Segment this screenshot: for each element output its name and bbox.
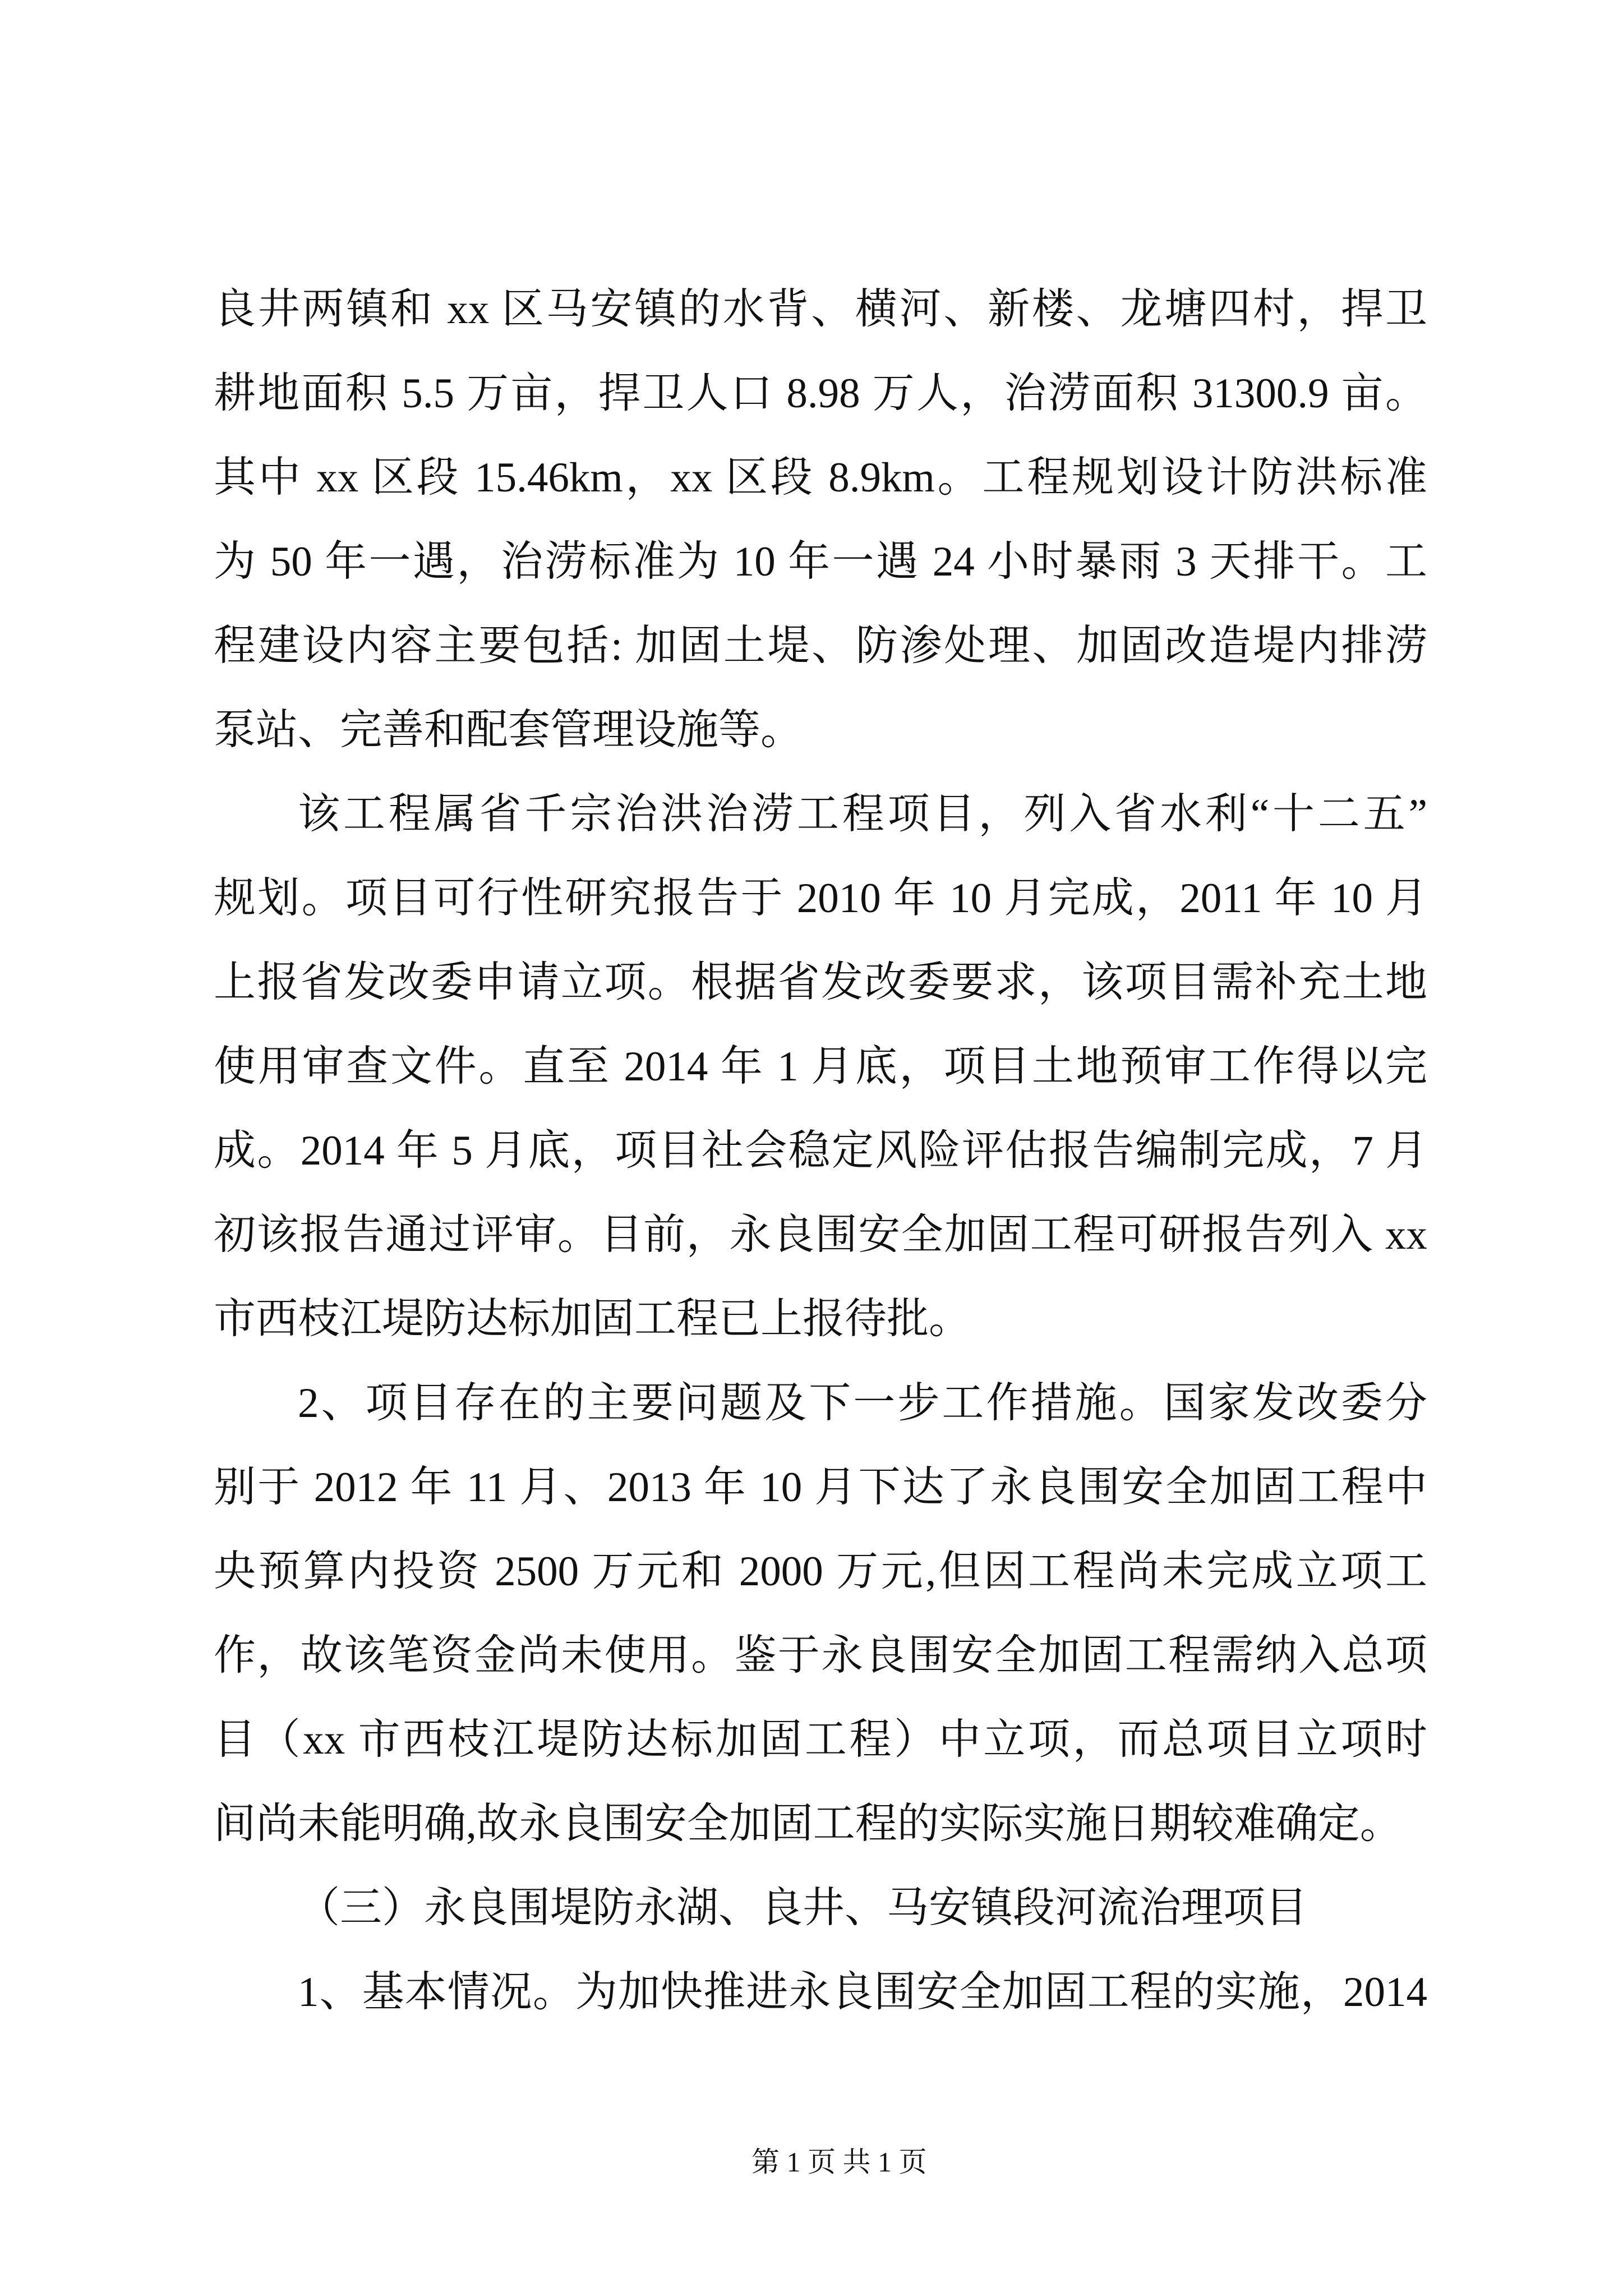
text-line: 使用审查文件。直至 2014 年 1 月底，项目土地预审工作得以完: [214, 1043, 1427, 1090]
page-footer: 第 1 页 共 1 页: [751, 2146, 927, 2178]
paragraph: [214, 1361, 1427, 1866]
text-line: 别于 2012 年 11 月、2013 年 10 月下达了永良围安全加固工程中: [214, 1464, 1427, 1511]
text-line: 间尚未能明确,故永良围安全加固工程的实际实施日期较难确定。: [214, 1801, 1402, 1847]
section-heading: （三）永良围堤防永湖、良井、马安镇段河流治理项目: [298, 1885, 1308, 1931]
text-line: 市西枝江堤防达标加固工程已上报待批。: [214, 1296, 971, 1342]
text-line: 该工程属省千宗治洪治涝工程项目，列入省水利“十二五”: [298, 791, 1427, 838]
text-line: 央预算内投资 2500 万元和 2000 万元,但因工程尚未完成立项工: [214, 1548, 1427, 1595]
text-line: 初该报告通过评审。目前，永良围安全加固工程可研报告列入 xx: [214, 1212, 1427, 1258]
text-line: 良井两镇和 xx 区马安镇的水背、横河、新楼、龙塘四村，捍卫: [214, 286, 1427, 333]
text-line: 作，故该笔资金尚未使用。鉴于永良围安全加固工程需纳入总项: [214, 1632, 1427, 1679]
text-line: 目（xx 市西枝江堤防达标加固工程）中立项，而总项目立项时: [214, 1717, 1427, 1763]
text-line: 程建设内容主要包括: 加固土堤、防渗处理、加固改造堤内排涝: [214, 623, 1427, 669]
text-line: 规划。项目可行性研究报告于 2010 年 10 月完成，2011 年 10 月: [214, 875, 1427, 922]
text-line: 其中 xx 区段 15.46km，xx 区段 8.9km。工程规划设计防洪标准: [214, 454, 1427, 501]
text-line: 成。2014 年 5 月底，项目社会稳定风险评估报告编制完成，7 月: [214, 1128, 1427, 1174]
text-line: 2、项目存在的主要问题及下一步工作措施。国家发改委分: [298, 1380, 1427, 1427]
text-line: 为 50 年一遇，治涝标准为 10 年一遇 24 小时暴雨 3 天排干。工: [214, 539, 1427, 585]
text-line: 耕地面积 5.5 万亩，捍卫人口 8.98 万人，治涝面积 31300.9 亩。: [214, 370, 1427, 417]
document-body: [214, 268, 1427, 2035]
text-line: 上报省发改委申请立项。根据省发改委要求，该项目需补充土地: [214, 959, 1427, 1006]
paragraph: [214, 1950, 1427, 2035]
text-line: 泵站、完善和配套管理设施等。: [214, 707, 803, 753]
paragraph: [214, 268, 1427, 772]
text-line: 1、基本情况。为加快推进永良围安全加固工程的实施，2014: [298, 1969, 1427, 2016]
paragraph: [214, 772, 1427, 1361]
